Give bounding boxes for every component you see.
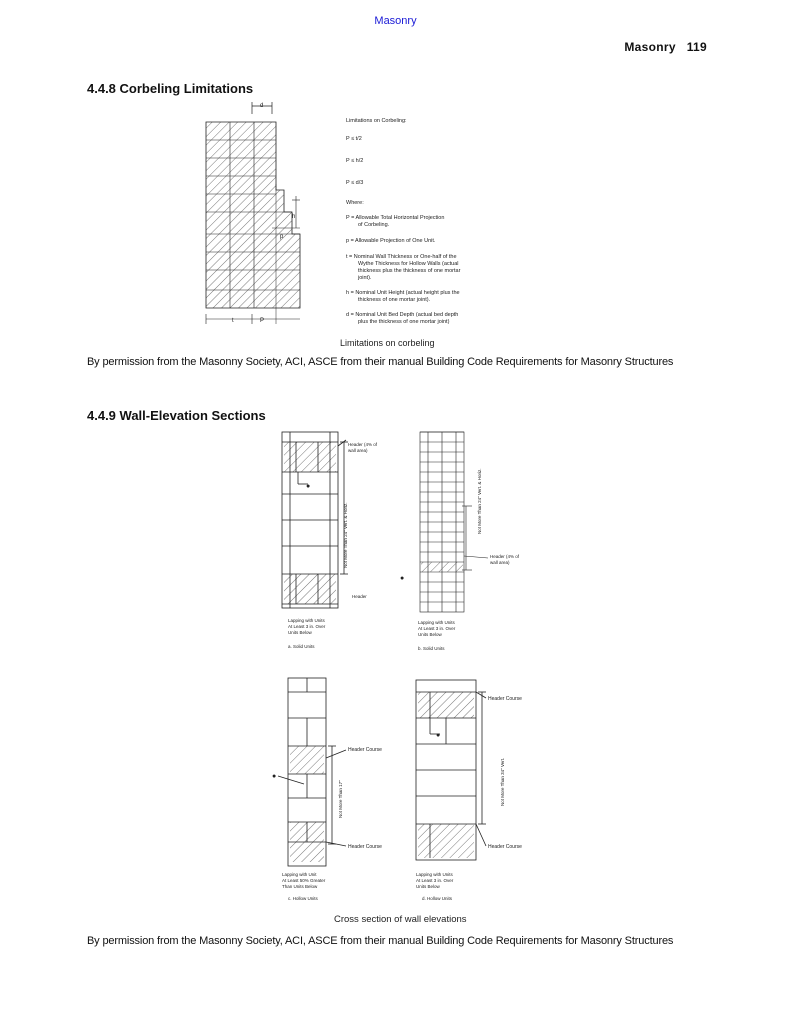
wall-a-lapping-1: Lapping with Units — [288, 618, 325, 623]
def-d-1: d = Nominal Unit Bed Depth (actual bed depth — [346, 312, 459, 318]
wall-d — [416, 680, 486, 860]
wall-b-header-note-2: wall area) — [490, 560, 510, 565]
header-link[interactable]: Masonry — [374, 15, 417, 27]
header-course-b — [421, 562, 463, 572]
lapping-marker-c: ● — [272, 773, 277, 780]
wall-c-lapping-3: Than Units Below — [282, 884, 318, 889]
formula-2: P ≤ h/2 — [346, 158, 364, 164]
wall-d-label: d. Hollow Units — [422, 896, 453, 901]
def-h-1: h = Nominal Unit Height (actual height plus the — [346, 290, 460, 296]
def-t-3: thickness plus the thickness of one mortar — [358, 268, 461, 274]
lapping-marker-a: ● — [306, 483, 311, 490]
wall-c-lapping-2: At Least 50% Greater — [282, 878, 326, 883]
def-t-4: joint). — [358, 275, 372, 281]
wall-b-dim: Not More Than 24" Vert. & Horiz. — [477, 468, 482, 534]
wall-a-dim: Not More Than 24" Vert. & Horiz. — [343, 502, 348, 568]
wall-c-lapping-1: Lapping with Unit — [282, 872, 317, 877]
running-header — [624, 40, 707, 54]
lapping-marker-d: ● — [436, 732, 441, 739]
wall-a-header-note-2: wall area) — [348, 448, 368, 453]
wall-c-label: c. Hollow Units — [288, 896, 318, 901]
wall-d-dim: Not More Than 34" Vert. — [500, 757, 505, 806]
corbeling-legend — [346, 118, 461, 325]
def-p-1: p = Allowable Projection of One Unit. — [346, 238, 436, 244]
running-header-chapter: Masonry — [624, 40, 676, 54]
section-heading-wall-elevation: 4.4.9 Wall-Elevation Sections — [87, 408, 266, 423]
wall-c-dim: Not More Than 17" — [338, 780, 343, 818]
corbel-wall — [206, 122, 300, 308]
wall-b-notes — [418, 468, 520, 651]
dim-p-label: p — [280, 234, 284, 240]
wall-a-lapping-3: Units Below — [288, 630, 312, 635]
credit-wall-elevation: By permission from the Masonny Society, ACI, ASCE from their manual Building Code Requirements for Masonry Structures — [87, 935, 674, 947]
wall-b-label: b. Solid Units — [418, 646, 445, 651]
legend-where: Where: — [346, 200, 364, 206]
wall-d-notes — [416, 696, 522, 901]
formula-1: P ≤ t/2 — [346, 136, 362, 142]
def-P-2: of Corbeling. — [358, 222, 390, 228]
legend-title: Limitations on Corbeling: — [346, 118, 407, 124]
wall-c-header-course-top: Header Course — [348, 747, 382, 753]
wall-b-lapping-1: Lapping with Units — [418, 620, 455, 625]
wall-b-header-note-1: Header (4% of — [490, 554, 520, 559]
dim-h-label: h — [292, 214, 296, 220]
dim-d-label: d — [260, 103, 264, 109]
wall-c — [278, 678, 346, 866]
wall-a-header-note-1: Header (4% of — [348, 442, 378, 447]
lapping-marker-b: ● — [400, 575, 405, 582]
page-number: 119 — [686, 40, 707, 54]
wall-d-lapping-3: Units Below — [416, 884, 440, 889]
dim-P-label: P — [260, 318, 265, 324]
def-d-2: plus the thickness of one mortar joint) — [358, 319, 450, 325]
dim-t-label: t — [232, 318, 234, 324]
wall-d-header-course-bottom: Header Course — [488, 844, 522, 850]
wall-d-lapping-1: Lapping with Units — [416, 872, 453, 877]
wall-d-lapping-2: At Least 3 in. Over — [416, 878, 454, 883]
wall-elevation-figure — [260, 428, 560, 926]
wall-c-header-course-bottom: Header Course — [348, 844, 382, 850]
wall-b-lapping-2: At Least 3 in. Over — [418, 626, 456, 631]
wall-b-lapping-3: Units Below — [418, 632, 442, 637]
def-t-2: Wythe Thickness for Hollow Walls (actual — [358, 261, 459, 267]
wall-a-label: a. Solid Units — [288, 644, 315, 649]
def-h-2: thickness of one mortar joint). — [358, 297, 431, 303]
wall-a — [282, 432, 348, 608]
wall-a-lapping-2: At Least 3 in. Over — [288, 624, 326, 629]
figure-caption-corbeling: Limitations on corbeling — [340, 338, 435, 348]
def-P-1: P = Allowable Total Horizontal Projection — [346, 215, 445, 221]
wall-a-notes — [288, 442, 378, 649]
wall-d-header-course-top: Header Course — [488, 696, 522, 702]
def-t-1: t = Nominal Wall Thickness or One-half of the — [346, 254, 457, 260]
figure-caption-wall-elevations: Cross section of wall elevations — [334, 914, 467, 925]
formula-3: P ≤ d/3 — [346, 180, 364, 186]
section-heading-corbeling: 4.4.8 Corbeling Limitations — [87, 81, 254, 96]
wall-a-header: Header — [352, 594, 367, 599]
corbeling-figure — [200, 100, 530, 350]
credit-corbeling: By permission from the Masonny Society, ACI, ASCE from their manual Building Code Requirements for Masonry Structures — [87, 356, 674, 368]
